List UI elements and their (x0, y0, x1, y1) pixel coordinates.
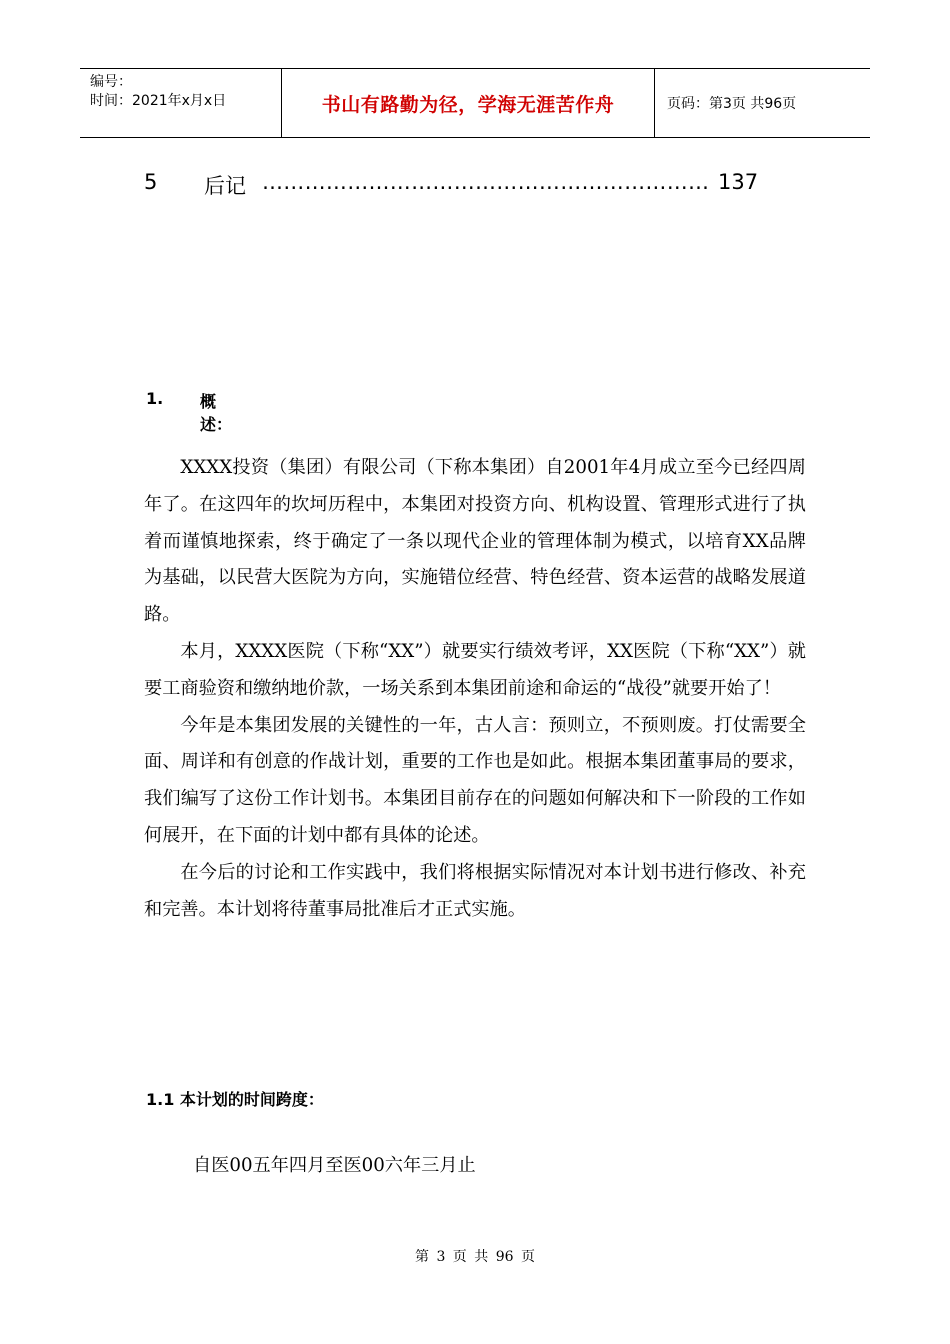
toc-entry-page: 137 (718, 170, 759, 194)
toc-entry-title: 后记 (204, 174, 246, 198)
time-span-text (193, 1148, 793, 1185)
document-date: 时间：2021年x月x日 (90, 93, 227, 109)
paragraph: 在今后的讨论和工作实践中，我们将根据实际情况对本计划书进行修改、补充和完善。本计划将待董事局批准后才正式实施。 (144, 861, 806, 920)
page-header (80, 68, 870, 138)
paragraph: XXXX投资（集团）有限公司（下称本集团）自2001年4月成立至今已经四周年了。在这四年的坎坷历程中，本集团对投资方向、机构设置、管理形式进行了执着而谨慎地探索，终于确定了一条以现代企业的管理体制为模式，以培育XX品牌为基础，以民营大医院为方向，实施错位经营、特色经营、资本运营的战略发展道路。 (144, 457, 806, 626)
subsection-title: 1.1 本计划的时间跨度： (146, 1090, 324, 1109)
header-meta (80, 69, 282, 137)
section-title: 概述： (200, 392, 233, 434)
toc-leader-dots: ……………………………………………………… (262, 170, 710, 194)
header-page-info: 页码：第3页 共96页 (667, 96, 797, 112)
header-motto: 书山有路勤为径，学海无涯苦作舟 (282, 69, 655, 137)
toc-entry[interactable] (144, 170, 764, 202)
time-span-value: 自医00五年四月至医00六年三月止 (193, 1155, 476, 1176)
page-footer: 第 3 页 共 96 页 (415, 1249, 535, 1265)
toc-entry-number: 5 (144, 170, 158, 194)
section-heading-1-1 (146, 1087, 324, 1110)
paragraph: 本月，XXXX医院（下称“XX”）就要实行绩效考评，XX医院（下称“XX”）就要工商验资和缴纳地价款，一场关系到本集团前途和命运的“战役”就要开始了！ (144, 640, 806, 699)
section-number: 1. (146, 389, 164, 408)
document-number-label: 编号： (90, 74, 132, 90)
overview-body (144, 450, 806, 928)
paragraph: 今年是本集团发展的关键性的一年，古人言：预则立，不预则废。打仗需要全面、周详和有创意的作战计划，重要的工作也是如此。根据本集团董事局的要求，我们编写了这份工作计划书。本集团目前存在的问题如何解决和下一阶段的工作如何展开，在下面的计划中都有具体的论述。 (144, 714, 806, 846)
